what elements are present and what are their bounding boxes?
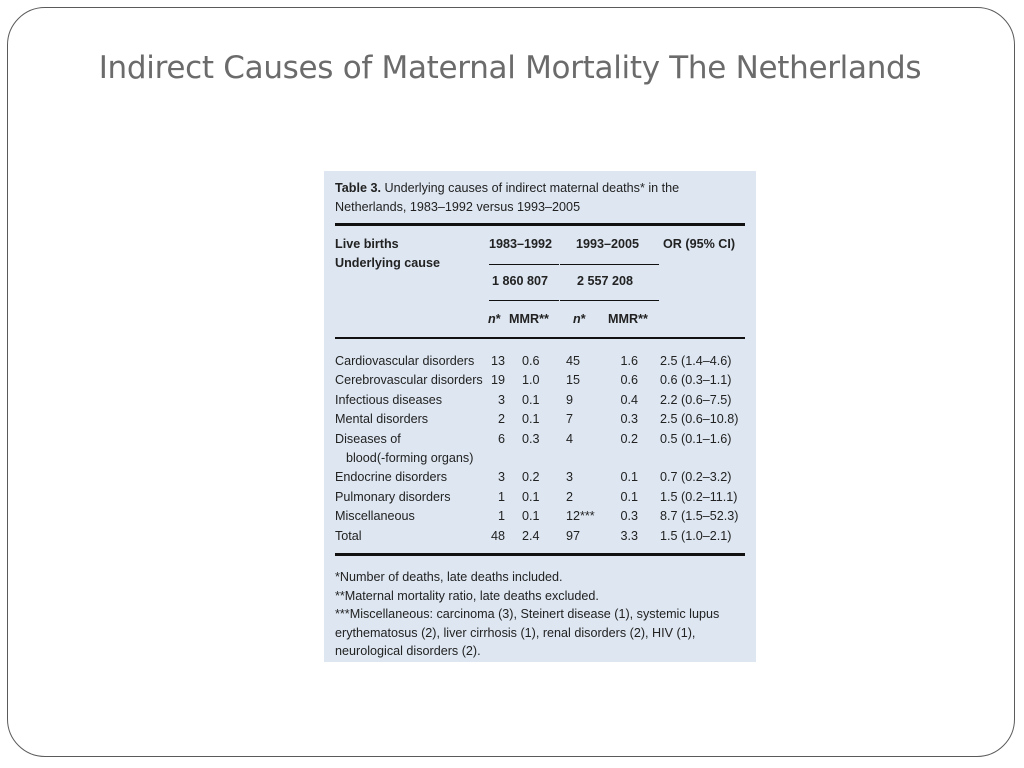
footnote: **Maternal mortality ratio, late deaths excluded.	[335, 588, 599, 603]
table-row: Cerebrovascular disorders 19 1.0 15 0.6 0.6 (0.3–1.1)	[335, 373, 732, 388]
header-n-1: n*	[488, 312, 501, 326]
table-caption	[335, 179, 745, 217]
header-or: OR (95% CI)	[663, 237, 736, 251]
table-row: Cardiovascular disorders 13 0.6 45 1.6 2.5 (1.4–4.6)	[335, 354, 732, 368]
table-row-total: Total 48 2.4 97 3.3 1.5 (1.0–2.1)	[335, 528, 732, 543]
table-row: Miscellaneous 1 0.1 12*** 0.3 8.7 (1.5–52.3)	[335, 509, 739, 524]
header-n-2: n*	[573, 312, 586, 326]
header-live-births: Live births	[335, 237, 399, 251]
slide-title: Indirect Causes of Maternal Mortality The Netherlands	[98, 50, 922, 86]
footnote: erythematosus (2), liver cirrhosis (1), renal disorders (2), HIV (1),	[335, 625, 696, 640]
bottom-rule	[335, 553, 745, 556]
table-row-continuation: blood(-forming organs)	[346, 450, 474, 465]
births-period-2: 2 557 208	[577, 274, 634, 288]
footnote: *Number of deaths, late deaths included.	[335, 569, 563, 584]
births-period-1: 1 860 807	[492, 274, 549, 288]
footnote: neurological disorders (2).	[335, 644, 481, 659]
header-period-1: 1983–1992	[489, 237, 553, 251]
table-row: Mental disorders 2 0.1 7 0.3 2.5 (0.6–10.8)	[335, 412, 739, 427]
births-1-rule	[489, 300, 559, 301]
table-card	[324, 171, 756, 662]
header-bottom-rule	[335, 337, 745, 339]
births-2-rule	[560, 300, 659, 301]
header-mmr-2: MMR**	[608, 312, 648, 326]
caption-label: Table 3.	[335, 181, 381, 195]
caption-text-2: Netherlands, 1983–1992 versus 1993–2005	[335, 200, 581, 214]
table-body	[335, 354, 745, 548]
period-1-rule	[489, 264, 559, 265]
header-period-2: 1993–2005	[576, 237, 640, 251]
table-row: Pulmonary disorders 1 0.1 2 0.1 1.5 (0.2–11.1)	[335, 489, 738, 504]
header-mmr-1: MMR**	[509, 312, 549, 326]
table-row: Infectious diseases 3 0.1 9 0.4 2.2 (0.6–7.5)	[335, 392, 732, 407]
table-row: Diseases of 6 0.3 4 0.2 0.5 (0.1–1.6)	[335, 431, 732, 446]
table-header	[335, 226, 745, 337]
footnote: ***Miscellaneous: carcinoma (3), Steinert disease (1), systemic lupus	[335, 607, 720, 622]
period-2-rule	[560, 264, 659, 265]
table-footnotes	[335, 568, 745, 661]
header-underlying-cause: Underlying cause	[335, 256, 440, 270]
table-row: Endocrine disorders 3 0.2 3 0.1 0.7 (0.2–3.2)	[335, 470, 732, 485]
caption-text: Underlying causes of indirect maternal deaths* in the	[384, 181, 680, 195]
